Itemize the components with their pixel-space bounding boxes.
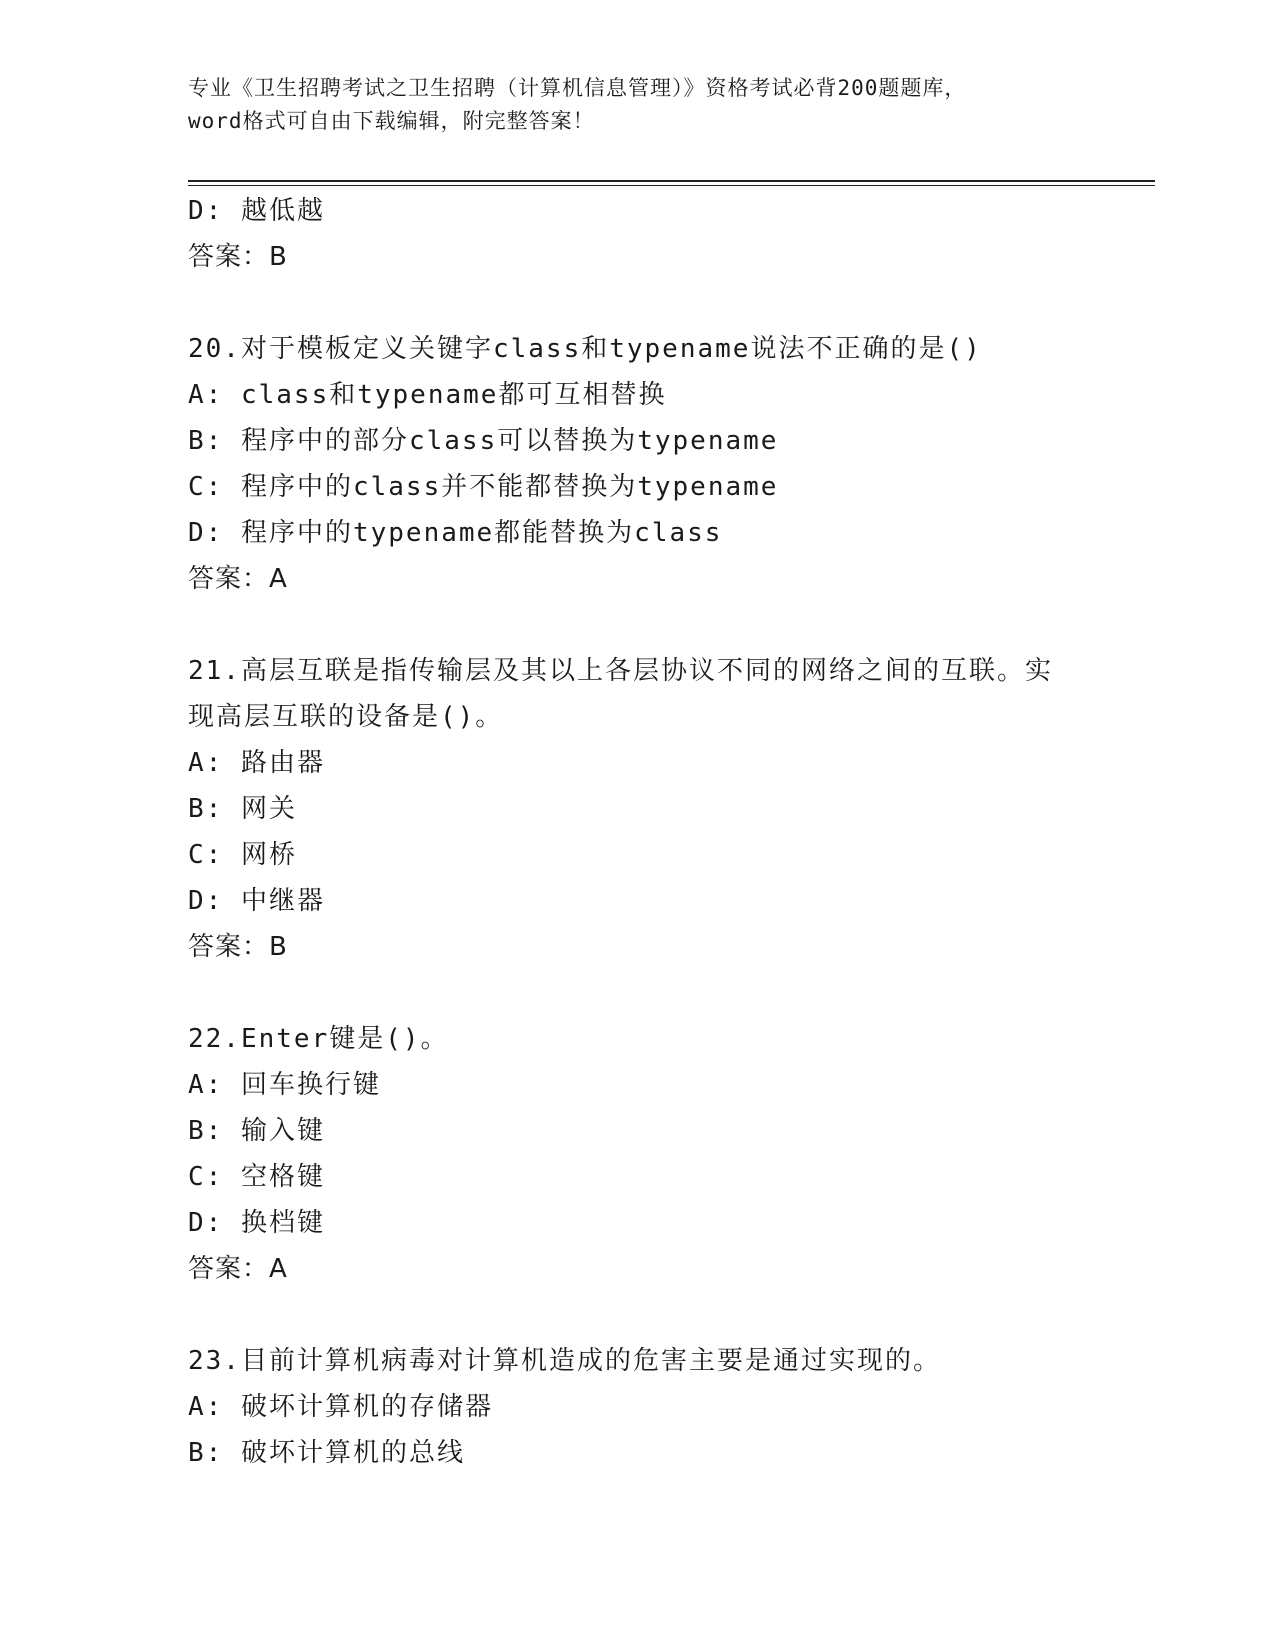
question-text-line-1: 21.高层互联是指传输层及其以上各层协议不同的网络之间的互联。实 <box>188 656 1053 686</box>
option-c: C: 程序中的class并不能都替换为typename <box>188 472 779 502</box>
header-line-2: word格式可自由下载编辑，附完整答案！ <box>188 109 595 133</box>
question-20 <box>188 326 1088 602</box>
question-text: 20.对于模板定义关键字class和typename说法不正确的是() <box>188 334 982 364</box>
option-b: B: 网关 <box>188 794 297 824</box>
option-c: C: 网桥 <box>188 840 297 870</box>
option-a: A: 回车换行键 <box>188 1070 381 1100</box>
question-22 <box>188 1016 1088 1292</box>
option-d: D: 越低越 <box>188 196 325 226</box>
question-text: 22.Enter键是()。 <box>188 1024 449 1054</box>
question-text: 23.目前计算机病毒对计算机造成的危害主要是通过实现的。 <box>188 1346 941 1376</box>
option-d: D: 中继器 <box>188 886 325 916</box>
option-d: D: 换档键 <box>188 1208 325 1238</box>
option-a: A: 路由器 <box>188 748 325 778</box>
question-19-tail <box>188 188 1088 280</box>
header-line-1: 专业《卫生招聘考试之卫生招聘（计算机信息管理）》资格考试必背200题题库， <box>188 76 967 100</box>
question-list <box>188 188 1088 1476</box>
page-header <box>188 72 1088 138</box>
answer: 答案：A <box>188 564 288 594</box>
option-d: D: 程序中的typename都能替换为class <box>188 518 723 548</box>
question-21 <box>188 648 1088 970</box>
option-b: B: 输入键 <box>188 1116 325 1146</box>
header-divider-thin <box>188 185 1155 186</box>
answer: 答案：B <box>188 242 288 272</box>
option-a: A: 破坏计算机的存储器 <box>188 1392 493 1422</box>
answer: 答案：A <box>188 1254 288 1284</box>
question-23 <box>188 1338 1088 1476</box>
answer: 答案：B <box>188 932 288 962</box>
option-a: A: class和typename都可互相替换 <box>188 380 667 410</box>
option-c: C: 空格键 <box>188 1162 325 1192</box>
header-divider <box>188 180 1155 182</box>
question-text-line-2: 现高层互联的设备是()。 <box>188 702 504 732</box>
option-b: B: 破坏计算机的总线 <box>188 1438 465 1468</box>
option-b: B: 程序中的部分class可以替换为typename <box>188 426 779 456</box>
